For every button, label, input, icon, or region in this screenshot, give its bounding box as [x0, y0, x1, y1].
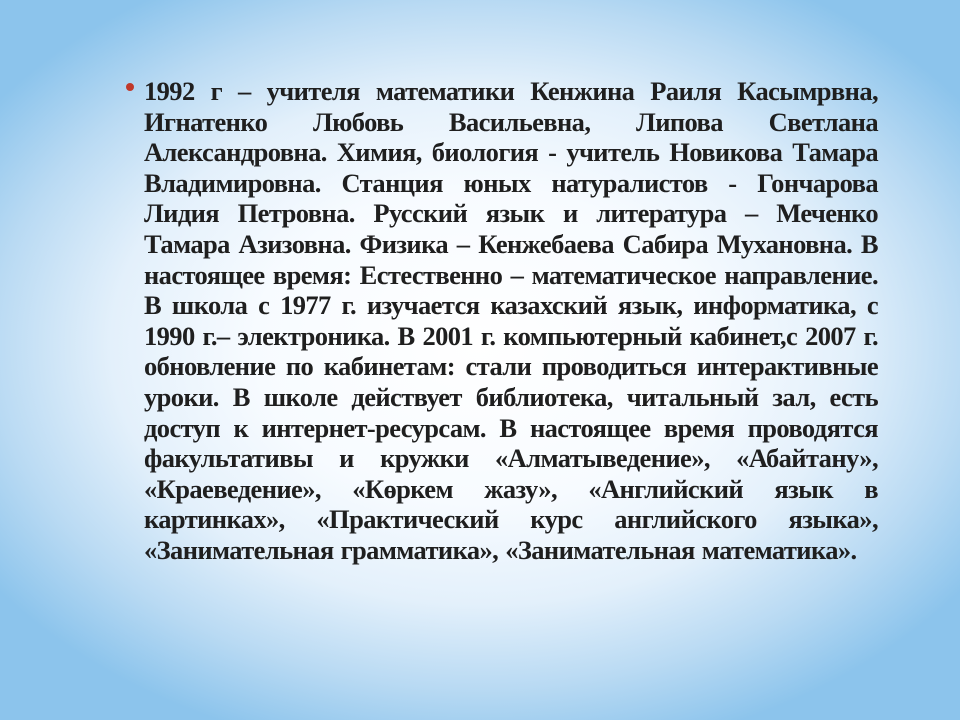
slide-content — [122, 76, 878, 566]
bullet-text: 1992 г – учителя математики Кенжина Раиля Касымрвна, Игнатенко Любовь Васильевна, Липова Светлана Александровна. Химия, биология - учитель Новикова Тамара Владимировна. Станция юных натуралистов - Гончарова Лидия Петровна. Русский язык и литература – Меченко Тамара Азизовна. Физика – Кенжебаева Сабира Мухановна. В настоящее время: Естественно – математическое направление. В школа с 1977 г. изучается казахский язык, информатика, с 1990 г.– электроника. В 2001 г. компьютерный кабинет,с 2007 г. обновление по кабинетам: стали проводиться интерактивные уроки. В школе действует библиотека, читальный зал, есть доступ к интернет-ресурсам. В настоящее время проводятся факультативы и кружки «Алматыведение», «Абайтану», «Краеведение», «Көркем жазу», «Английский язык в картинках», «Практический курс английского языка», «Занимательная грамматика», «Занимательная математика». — [144, 76, 878, 565]
bullet-item — [122, 76, 878, 566]
bullet-dot-icon — [126, 83, 134, 91]
